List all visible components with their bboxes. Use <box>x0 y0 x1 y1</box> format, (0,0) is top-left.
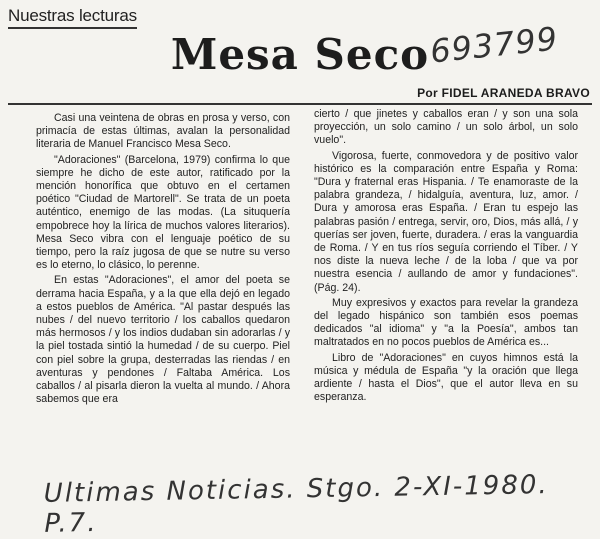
byline: Por FIDEL ARANEDA BRAVO <box>417 86 590 100</box>
section-label: Nuestras lecturas <box>8 6 137 29</box>
handwritten-code: 693799 <box>428 19 560 71</box>
paragraph: "Adoraciones" (Barcelona, 1979) confirma lo que siempre he dicho de este autor, ratificado por la mención honorífica que obtuvo en el certamen poético "Ciudad de Martorell". Se trata de un poeta auténtico, enemigo de las modas. (La situquería empobrece hoy la lírica de muchos valores literarios). Mesa Seco vibra con el lenguaje poético de su tiempo, pero la raíz jugosa de que se nutre su verso es lo eterno, lo clásico, lo perenne. <box>36 153 290 272</box>
paragraph: En estas "Adoraciones", el amor del poeta se derrama hacia España, y a la que ella dejó en legado a estos pueblos de América. "Al pastar después las nubes / del nuevo territorio / los caballos quedaron más hermosos / y los indios dudaban sin adorarlas / y la piel tostada sintió la humedad / de su cuerpo. Piel con piel sobre la grupa, desterradas las riendas / en aventuras y pendones / Faltaba América. Los caballos / al pisarla dieron la vuelta al mundo. / Ahora sabemos que era <box>36 274 290 406</box>
right-column <box>314 108 578 406</box>
paragraph: Muy expresivos y exactos para revelar la grandeza del legado hispánico son también esos poemas dedicados "al idioma" y "a la Poesía", ambos tan maltratados en no pocos pueblos de América es... <box>314 296 578 349</box>
paragraph: Libro de "Adoraciones" en cuyos himnos está la música y médula de España "y la oración que llega ardiente / hasta el Dios", que el autor lleva en su esperanza. <box>314 351 578 404</box>
headline: Mesa Seco <box>170 30 430 79</box>
paragraph: Vigorosa, fuerte, conmovedora y de positivo valor histórico es la comparación entre España y Roma: "Dura y fraternal eras Hispania. / Te enamoraste de la palabra grandeza, / hidalguía, aventura, luz, amor. / Dura y amorosa eras España. / Eran tu espejo las palabras pasión / entrega, servir, oro, Dios, más allá, / y querías ser joven, fuerte, duradera. / eras la vanguardia de Roma. / Y en tus ríos seguía corriendo el Tíber. / Y nos diste la nueva leche / de la loba / que va por nuestra esencia / aullando de amor y fundaciones". (Pág. 24). <box>314 149 578 294</box>
left-column <box>36 112 290 408</box>
paragraph: cierto / que jinetes y caballos eran / y son una sola proyección, un solo camino / un solo árbol, un solo vuelo". <box>314 108 578 147</box>
paragraph: Casi una veintena de obras en prosa y verso, con primacía de estas últimas, avalan la personalidad literaria de Manuel Francisco Mesa Seco. <box>36 112 290 151</box>
header-rule <box>8 103 592 105</box>
handwritten-footer: Ultimas Noticias. Stgo. 2-XI-1980. P.7. <box>43 470 549 539</box>
